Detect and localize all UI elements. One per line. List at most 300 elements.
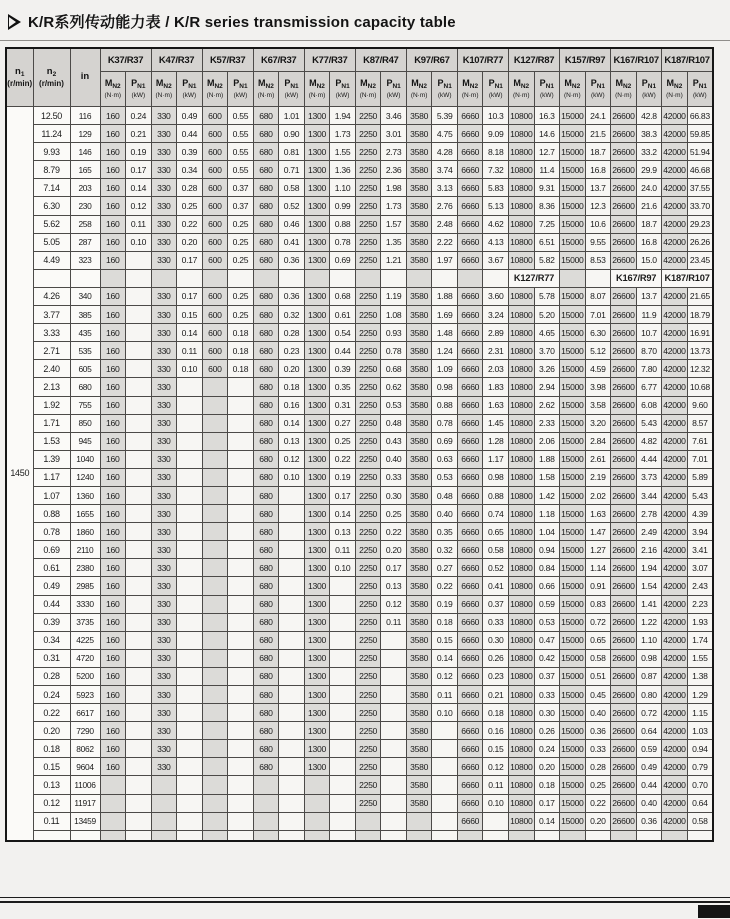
cell-value: 0.17 (330, 486, 356, 504)
cell-value: 10800 (509, 450, 535, 468)
cell-n2: 0.22 (33, 704, 70, 722)
cell-value (202, 505, 228, 523)
cell-value: 0.22 (432, 577, 458, 595)
cell-value: 0.40 (585, 704, 611, 722)
cell-value (483, 269, 509, 287)
cell-value: 0.53 (432, 468, 458, 486)
cell-value (330, 758, 356, 776)
cell-ratio: 2985 (70, 577, 100, 595)
cell-value: 3580 (406, 577, 432, 595)
cell-value (406, 812, 432, 830)
cell-value: 160 (100, 179, 126, 197)
cell-value: 0.33 (483, 613, 509, 631)
cell-value: 0.58 (279, 179, 305, 197)
cell-value: 0.55 (228, 107, 254, 125)
cell-value: 1300 (304, 197, 330, 215)
cell-value: 680 (253, 595, 279, 613)
cell-value: 0.78 (381, 342, 407, 360)
cell-value: 2.61 (585, 450, 611, 468)
cell-value: 0.27 (432, 559, 458, 577)
cell-value (228, 450, 254, 468)
cell-ratio: 945 (70, 432, 100, 450)
cell-value (432, 794, 458, 812)
header-model-3: K67/R37 (253, 48, 304, 72)
cell-value: 1.28 (483, 432, 509, 450)
cell-value: 42000 (662, 468, 688, 486)
cell-value: 1.58 (534, 468, 560, 486)
cell-value: 160 (100, 541, 126, 559)
cell-value: 0.41 (279, 233, 305, 251)
cell-value: 42000 (662, 125, 688, 143)
header-model-2: K57/R37 (202, 48, 253, 72)
cell-value: 0.10 (126, 233, 152, 251)
cell-value: 0.87 (636, 667, 662, 685)
cell-value (330, 667, 356, 685)
cell-value: 3.60 (483, 287, 509, 305)
cell-value: 10.68 (687, 378, 713, 396)
cell-value (330, 704, 356, 722)
cell-value: 3580 (406, 631, 432, 649)
cell-value: 0.70 (687, 776, 713, 794)
cell-value: 42000 (662, 595, 688, 613)
cell-value: 18.79 (687, 306, 713, 324)
header-pn1: $P_{N1}$ (kW) (126, 72, 152, 107)
cell-ratio: 8062 (70, 740, 100, 758)
cell-value: 6660 (457, 613, 483, 631)
cell-value: 330 (151, 107, 177, 125)
cell-value (100, 794, 126, 812)
cell-value: 10800 (509, 577, 535, 595)
cell-n2: 0.78 (33, 523, 70, 541)
cell-value: 2.02 (585, 486, 611, 504)
cell-value: 0.48 (432, 486, 458, 504)
cell-ratio: 1360 (70, 486, 100, 504)
cell-value: 42000 (662, 215, 688, 233)
cell-value (253, 830, 279, 841)
cell-value: 10800 (509, 631, 535, 649)
cell-value: 8.07 (585, 287, 611, 305)
cell-value: 3580 (406, 776, 432, 794)
cell-value: 2250 (355, 197, 381, 215)
cell-value: 0.88 (330, 215, 356, 233)
header-mn2: $M_{N2}$ (N·m) (406, 72, 432, 107)
cell-value: 10800 (509, 776, 535, 794)
cell-value: 160 (100, 233, 126, 251)
cell-value: 8.57 (687, 414, 713, 432)
cell-value: 6.08 (636, 396, 662, 414)
cell-value: 600 (202, 161, 228, 179)
cell-value: 330 (151, 396, 177, 414)
page-title-zh: K/R系列传动能力表 (28, 14, 161, 31)
cell-value: 26600 (611, 523, 637, 541)
cell-value (279, 505, 305, 523)
cell-ratio: 605 (70, 360, 100, 378)
cell-value (432, 269, 458, 287)
header-mn2: $M_{N2}$ (N·m) (151, 72, 177, 107)
cell-value: 0.55 (228, 143, 254, 161)
header-mn2: $M_{N2}$ (N·m) (611, 72, 637, 107)
cell-value: 680 (253, 686, 279, 704)
cell-value (126, 577, 152, 595)
cell-value: 680 (253, 432, 279, 450)
cell-value (126, 649, 152, 667)
cell-value: 680 (253, 396, 279, 414)
cell-value: 26600 (611, 287, 637, 305)
cell-value (126, 468, 152, 486)
cell-n2: 0.11 (33, 812, 70, 830)
cell-value: 26600 (611, 577, 637, 595)
cell-value: 0.20 (177, 233, 203, 251)
cell-value (100, 812, 126, 830)
cell-value: 9.55 (585, 233, 611, 251)
cell-value: 24.0 (636, 179, 662, 197)
cell-value: 4.59 (585, 360, 611, 378)
cell-value (177, 812, 203, 830)
cell-value: 0.59 (636, 740, 662, 758)
cell-value: 0.18 (534, 776, 560, 794)
cell-value: 38.3 (636, 125, 662, 143)
cell-value: 160 (100, 704, 126, 722)
header-pn1: $P_{N1}$ (kW) (177, 72, 203, 107)
cell-value: 0.42 (534, 649, 560, 667)
cell-value (253, 776, 279, 794)
cell-value: 15000 (560, 776, 586, 794)
cell-value: 12.7 (534, 143, 560, 161)
cell-value: 680 (253, 486, 279, 504)
cell-value: 26600 (611, 251, 637, 269)
cell-value: 600 (202, 251, 228, 269)
cell-value (126, 704, 152, 722)
cell-value: 1.22 (636, 613, 662, 631)
cell-ratio: 165 (70, 161, 100, 179)
cell-value (177, 523, 203, 541)
cell-value: 160 (100, 324, 126, 342)
cell-value: 0.27 (330, 414, 356, 432)
cell-value: 3580 (406, 125, 432, 143)
cell-value: 2.23 (687, 595, 713, 613)
header-mn2: $M_{N2}$ (N·m) (100, 72, 126, 107)
cell-value (177, 450, 203, 468)
cell-value: 0.62 (381, 378, 407, 396)
cell-value: 1300 (304, 342, 330, 360)
cell-value: 330 (151, 595, 177, 613)
cell-value: 2.49 (636, 523, 662, 541)
cell-value: 26600 (611, 197, 637, 215)
cell-value: 600 (202, 179, 228, 197)
cell-value (202, 378, 228, 396)
cell-value (279, 667, 305, 685)
cell-value: 600 (202, 233, 228, 251)
cell-value: 0.14 (126, 179, 152, 197)
cell-value: 18.7 (636, 215, 662, 233)
cell-value (355, 269, 381, 287)
cell-value (381, 794, 407, 812)
cell-value: 0.65 (585, 631, 611, 649)
cell-value: 0.13 (381, 577, 407, 595)
cell-value: 0.90 (279, 125, 305, 143)
cell-value: 0.36 (279, 287, 305, 305)
cell-value: 0.58 (687, 812, 713, 830)
cell-value: 1.21 (381, 251, 407, 269)
cell-value: 160 (100, 360, 126, 378)
cell-value: 21.65 (687, 287, 713, 305)
cell-value: 0.10 (330, 559, 356, 577)
cell-value: 0.81 (279, 143, 305, 161)
cell-value: 26600 (611, 631, 637, 649)
cell-value: 0.91 (585, 577, 611, 595)
cell-n2: 1.53 (33, 432, 70, 450)
cell-n2: 0.13 (33, 776, 70, 794)
cell-value: 6.51 (534, 233, 560, 251)
cell-value: 3580 (406, 414, 432, 432)
cell-value: 1300 (304, 613, 330, 631)
cell-value (126, 758, 152, 776)
cell-value: 680 (253, 559, 279, 577)
cell-value: 0.80 (636, 686, 662, 704)
cell-value (100, 269, 126, 287)
cell-value: 3580 (406, 686, 432, 704)
cell-value: 10800 (509, 287, 535, 305)
cell-value (279, 830, 305, 841)
cell-value: 10.7 (636, 324, 662, 342)
header-pn1: $P_{N1}$ (kW) (279, 72, 305, 107)
cell-value: 3580 (406, 722, 432, 740)
cell-value (304, 812, 330, 830)
cell-value: 1300 (304, 107, 330, 125)
cell-value: 3580 (406, 541, 432, 559)
cell-value (126, 505, 152, 523)
cell-value (228, 649, 254, 667)
header-model-8: K127/R87 (509, 48, 560, 72)
cell-value: 2250 (355, 125, 381, 143)
cell-value: 0.65 (483, 523, 509, 541)
cell-n2: 9.93 (33, 143, 70, 161)
header-n1: $n_1$ (r/min) (6, 48, 33, 107)
cell-value (662, 830, 688, 841)
cell-value: 1.63 (483, 396, 509, 414)
cell-value (432, 758, 458, 776)
cell-value: 3580 (406, 758, 432, 776)
cell-value: 0.45 (585, 686, 611, 704)
cell-value (202, 704, 228, 722)
cell-value: 1300 (304, 631, 330, 649)
cell-value: 42000 (662, 667, 688, 685)
cell-value: 14.6 (534, 125, 560, 143)
cell-value (228, 667, 254, 685)
cell-value (228, 378, 254, 396)
cell-value: 33.2 (636, 143, 662, 161)
cell-value: 1300 (304, 704, 330, 722)
cell-n2: 1.92 (33, 396, 70, 414)
cell-value (202, 830, 228, 841)
cell-value (330, 830, 356, 841)
cell-value (687, 830, 713, 841)
cell-value: 26600 (611, 794, 637, 812)
cell-value: 160 (100, 143, 126, 161)
cell-value: 1.55 (687, 649, 713, 667)
cell-value: 21.6 (636, 197, 662, 215)
cell-value: 42000 (662, 740, 688, 758)
cell-value: 15000 (560, 215, 586, 233)
header-model-11: K187/R107 (662, 48, 713, 72)
cell-value: 680 (253, 505, 279, 523)
cell-value: 26600 (611, 342, 637, 360)
cell-value: 0.33 (585, 740, 611, 758)
cell-ratio: 4720 (70, 649, 100, 667)
cell-value: 42000 (662, 161, 688, 179)
cell-value: 330 (151, 324, 177, 342)
cell-value: 2250 (355, 559, 381, 577)
cell-value: 2250 (355, 577, 381, 595)
cell-value (304, 794, 330, 812)
cell-value: 6660 (457, 161, 483, 179)
cell-value: 0.71 (279, 161, 305, 179)
cell-value: 42000 (662, 812, 688, 830)
cell-value: 0.83 (585, 595, 611, 613)
cell-value (381, 812, 407, 830)
cell-n2: 0.34 (33, 631, 70, 649)
cell-value: 680 (253, 523, 279, 541)
cell-value (202, 649, 228, 667)
cell-value: 26600 (611, 414, 637, 432)
cell-value (126, 667, 152, 685)
cell-value: 680 (253, 306, 279, 324)
cell-value (177, 595, 203, 613)
cell-value: 1300 (304, 287, 330, 305)
header-mn2: $M_{N2}$ (N·m) (355, 72, 381, 107)
cell-value: 10800 (509, 233, 535, 251)
cell-value: 0.37 (483, 595, 509, 613)
cell-value: 1.88 (432, 287, 458, 305)
cell-value: 10800 (509, 432, 535, 450)
cell-value: 1300 (304, 179, 330, 197)
cell-value: 330 (151, 631, 177, 649)
cell-value: 160 (100, 450, 126, 468)
cell-value: 680 (253, 704, 279, 722)
cell-value: 1.73 (381, 197, 407, 215)
cell-value: 680 (253, 215, 279, 233)
cell-n2: 0.61 (33, 559, 70, 577)
page-title-sep: / (160, 14, 174, 31)
cell-value (202, 812, 228, 830)
cell-value: 10800 (509, 559, 535, 577)
cell-value: 6660 (457, 179, 483, 197)
cell-value: 42000 (662, 577, 688, 595)
cell-value: 1.18 (534, 505, 560, 523)
cell-value: 1.98 (381, 179, 407, 197)
cell-value: 330 (151, 143, 177, 161)
cell-value (457, 830, 483, 841)
cell-value: 0.37 (228, 179, 254, 197)
cell-value: 51.94 (687, 143, 713, 161)
cell-value: 2250 (355, 107, 381, 125)
cell-value: 0.20 (585, 812, 611, 830)
cell-ratio: 258 (70, 215, 100, 233)
cell-value (534, 830, 560, 841)
header-model-10: K167/R107 (611, 48, 662, 72)
cell-value (151, 794, 177, 812)
cell-value: 0.22 (585, 794, 611, 812)
cell-value (279, 523, 305, 541)
cell-value: 0.11 (432, 686, 458, 704)
cell-value: 1.47 (585, 523, 611, 541)
header-mn2: $M_{N2}$ (N·m) (304, 72, 330, 107)
cell-value: 0.66 (534, 577, 560, 595)
cell-value: 1300 (304, 486, 330, 504)
cell-value: 0.40 (636, 794, 662, 812)
cell-value: 0.58 (483, 541, 509, 559)
cell-value (126, 523, 152, 541)
cell-value (228, 432, 254, 450)
cell-value: 0.20 (534, 758, 560, 776)
cell-value: 0.11 (330, 541, 356, 559)
cell-value: 0.10 (177, 360, 203, 378)
cell-value: 3580 (406, 161, 432, 179)
cell-ratio: 287 (70, 233, 100, 251)
cell-value: 9.60 (687, 396, 713, 414)
cell-value: 0.53 (534, 613, 560, 631)
cell-value: 2.62 (534, 396, 560, 414)
cell-value: 10800 (509, 324, 535, 342)
cell-value: 0.25 (381, 505, 407, 523)
cell-value (432, 740, 458, 758)
cell-value: 1300 (304, 125, 330, 143)
cell-value: 2250 (355, 631, 381, 649)
cell-value: 1.45 (483, 414, 509, 432)
cell-value: 160 (100, 287, 126, 305)
capacity-table-wrap (5, 47, 714, 842)
cell-value: 6660 (457, 541, 483, 559)
cell-value: 6660 (457, 360, 483, 378)
cell-value: 10800 (509, 378, 535, 396)
cell-value: 10800 (509, 523, 535, 541)
cell-value: 0.14 (177, 324, 203, 342)
cell-value: 0.12 (483, 758, 509, 776)
cell-value (151, 830, 177, 841)
cell-value (483, 830, 509, 841)
cell-value: 42000 (662, 613, 688, 631)
cell-n2 (33, 269, 70, 287)
cell-n2: 2.40 (33, 360, 70, 378)
cell-value: 15000 (560, 396, 586, 414)
cell-value: 2250 (355, 486, 381, 504)
cell-value: 160 (100, 161, 126, 179)
cell-value (202, 577, 228, 595)
cell-value (279, 577, 305, 595)
cell-value: 26600 (611, 776, 637, 794)
cell-value: 0.22 (177, 215, 203, 233)
cell-value: 160 (100, 649, 126, 667)
cell-value (228, 776, 254, 794)
cell-value: 2250 (355, 233, 381, 251)
cell-value: 330 (151, 125, 177, 143)
cell-value (228, 505, 254, 523)
cell-value: 15000 (560, 505, 586, 523)
cell-value (279, 269, 305, 287)
cell-value: 3580 (406, 740, 432, 758)
cell-value: 0.30 (534, 704, 560, 722)
cell-value: 1.57 (381, 215, 407, 233)
cell-value (202, 432, 228, 450)
cell-value: 0.15 (483, 740, 509, 758)
cell-value: 680 (253, 161, 279, 179)
cell-value: 160 (100, 125, 126, 143)
cell-value: 1300 (304, 432, 330, 450)
cell-value: 3.44 (636, 486, 662, 504)
cell-value (585, 269, 611, 287)
cell-value: 330 (151, 577, 177, 595)
cell-value: 2.94 (534, 378, 560, 396)
